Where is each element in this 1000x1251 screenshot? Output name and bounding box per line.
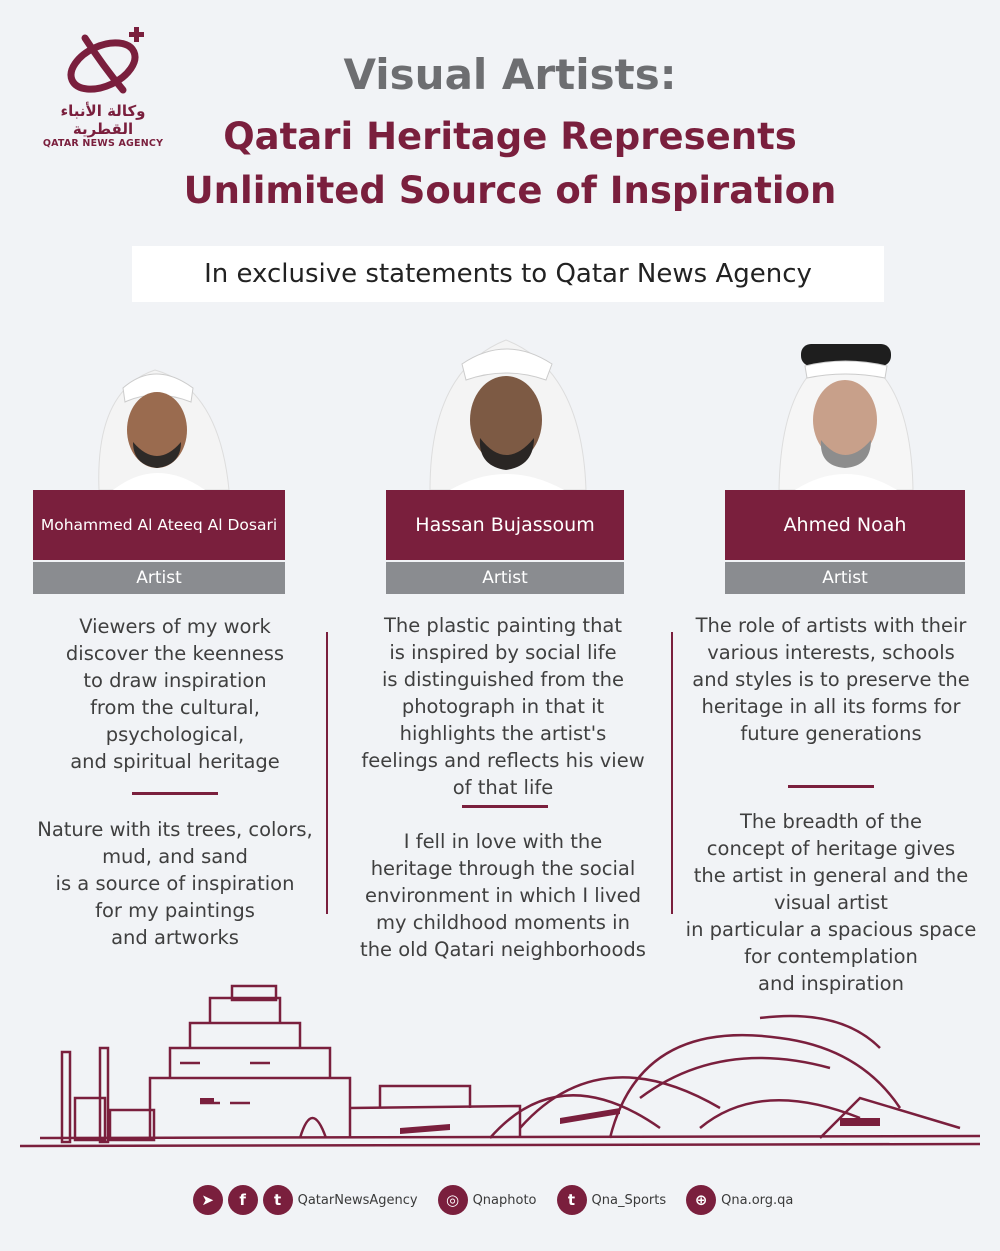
artist-2-quote-2 xyxy=(352,828,654,963)
quote-line: heritage through the social xyxy=(370,857,636,880)
quote-line: The role of artists with their xyxy=(695,614,967,637)
quote-line: discover the keenness xyxy=(65,642,285,665)
twitter-icon[interactable]: t xyxy=(557,1185,587,1215)
footer-group-sports xyxy=(557,1185,667,1215)
headline-line-2: Unlimited Source of Inspiration xyxy=(183,169,837,212)
page-headline xyxy=(160,110,860,218)
quote-line: for my paintings xyxy=(95,899,255,922)
logo-arabic-text: وكالة الأنباء القطرية xyxy=(60,102,146,138)
artist-card-1 xyxy=(33,330,285,594)
quote-line: the old Qatari neighborhoods xyxy=(360,938,646,961)
quote-line: in particular a spacious space xyxy=(685,918,977,941)
footer-handle-qna[interactable]: QatarNewsAgency xyxy=(297,1192,418,1208)
subtitle-text: In exclusive statements to Qatar News Agency xyxy=(204,259,812,289)
quote-line: I fell in love with the xyxy=(403,830,603,853)
globe-icon[interactable]: ⊕ xyxy=(686,1185,716,1215)
quote-line: heritage in all its forms for xyxy=(701,695,961,718)
qna-logo xyxy=(28,26,178,149)
quote-line: is a source of inspiration xyxy=(55,872,295,895)
artist-role-3: Artist xyxy=(725,562,965,594)
footer-handle-photo[interactable]: Qnaphoto xyxy=(472,1192,537,1208)
artist-card-3 xyxy=(725,330,965,594)
quote-line: The plastic painting that xyxy=(383,614,623,637)
quote-line: and styles is to preserve the xyxy=(692,668,970,691)
social-footer xyxy=(0,1180,1000,1220)
quote-line: environment in which I lived xyxy=(364,884,642,907)
instagram-icon[interactable]: ◎ xyxy=(438,1185,468,1215)
artist-name-3: Ahmed Noah xyxy=(725,490,965,560)
quote-line: to draw inspiration xyxy=(83,669,267,692)
quote-line: feelings and reflects his view xyxy=(361,749,645,772)
artist-3-quote-2 xyxy=(680,808,982,997)
footer-website[interactable]: Qna.org.qa xyxy=(721,1192,794,1208)
page-title: Visual Artists: xyxy=(343,50,677,99)
quote-line: Nature with its trees, colors, xyxy=(37,818,313,841)
quote-line: concept of heritage gives xyxy=(706,837,956,860)
artist-1-quote-2 xyxy=(20,816,330,951)
quote-line: various interests, schools xyxy=(707,641,955,664)
logo-english-text: QATAR NEWS AGENCY xyxy=(42,138,164,149)
quote-line: my childhood moments in xyxy=(376,911,630,934)
quote-divider-1 xyxy=(132,792,218,795)
quote-line: the artist in general and the xyxy=(693,864,969,887)
quote-line: future generations xyxy=(740,722,922,745)
quote-line: and artworks xyxy=(111,926,239,949)
twitter-icon[interactable]: t xyxy=(263,1185,293,1215)
quote-line: of that life xyxy=(452,776,554,799)
quote-line: Viewers of my work xyxy=(79,615,271,638)
telegram-icon[interactable]: ➤ xyxy=(193,1185,223,1215)
quote-line: photograph in that it xyxy=(401,695,605,718)
quote-line: mud, and sand xyxy=(102,845,248,868)
footer-handle-sports[interactable]: Qna_Sports xyxy=(591,1192,667,1208)
column-divider-2 xyxy=(671,632,673,914)
artist-photo-2 xyxy=(386,330,638,490)
artist-3-quote-1 xyxy=(680,612,982,747)
quote-line: The breadth of the xyxy=(740,810,922,833)
quote-line: for contemplation xyxy=(744,945,918,968)
qna-logo-mark-icon xyxy=(55,26,151,100)
artist-name-1: Mohammed Al Ateeq Al Dosari xyxy=(33,490,285,560)
quote-line: is inspired by social life xyxy=(389,641,617,664)
artist-photo-1 xyxy=(33,330,285,490)
artist-role-1: Artist xyxy=(33,562,285,594)
quote-line: and inspiration xyxy=(758,972,904,995)
artist-photo-3 xyxy=(725,330,965,490)
footer-group-qna xyxy=(193,1185,418,1215)
quote-line: visual artist xyxy=(774,891,888,914)
headline-line-1: Qatari Heritage Represents xyxy=(223,115,797,158)
footer-group-web xyxy=(686,1185,793,1215)
facebook-icon[interactable]: f xyxy=(228,1185,258,1215)
quote-line: is distinguished from the xyxy=(382,668,624,691)
quote-line: highlights the artist's xyxy=(399,722,607,745)
quote-divider-2 xyxy=(462,805,548,808)
artist-1-quote-1 xyxy=(20,613,330,775)
artist-name-2: Hassan Bujassoum xyxy=(386,490,624,560)
subtitle-banner xyxy=(132,246,884,302)
quote-line: psychological, xyxy=(105,723,245,746)
artist-role-2: Artist xyxy=(386,562,624,594)
column-divider-1 xyxy=(326,632,328,914)
doha-skyline-illustration xyxy=(0,978,1000,1158)
quote-divider-3 xyxy=(788,785,874,788)
quote-line: from the cultural, xyxy=(90,696,260,719)
quote-line: and spiritual heritage xyxy=(70,750,280,773)
footer-group-photo xyxy=(438,1185,537,1215)
artist-2-quote-1 xyxy=(352,612,654,801)
artist-card-2 xyxy=(386,330,638,594)
